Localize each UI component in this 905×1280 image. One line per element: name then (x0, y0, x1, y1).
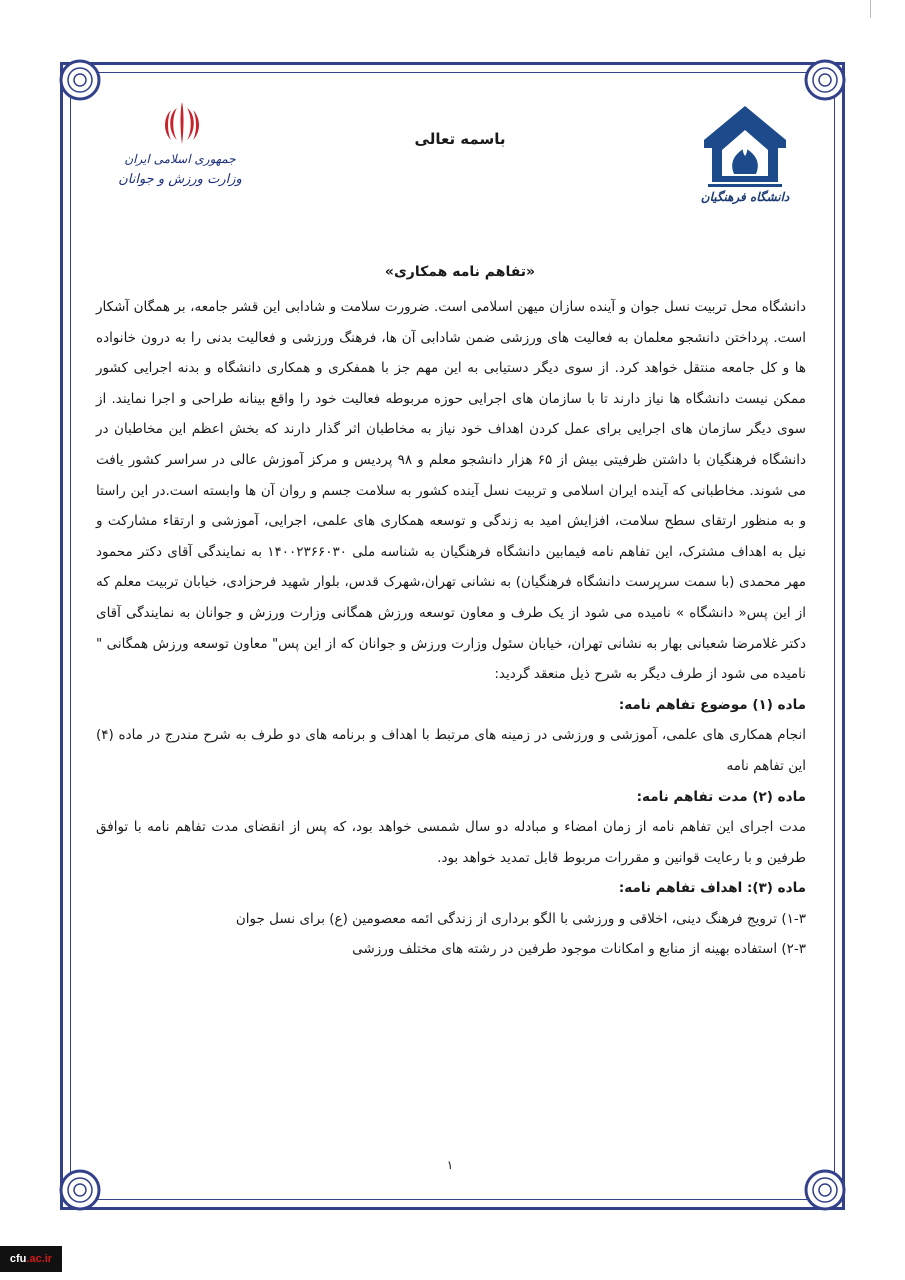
corner-ornament-icon (57, 57, 103, 103)
corner-ornament-icon (57, 1167, 103, 1213)
article-1-heading: ماده (۱) موضوع تفاهم نامه: (618, 696, 806, 713)
article-1-text: انجام همکاری های علمی، آموزشی و ورزشی در زمینه های مرتبط با اهداف و برنامه های دو طرف به شرح مندرج در ماده (۴) این تفاهم نامه (96, 727, 806, 774)
intro-paragraph: دانشگاه محل تربیت نسل جوان و آینده سازان میهن اسلامی است. ضرورت سلامت و شادابی این قشر جامعه، بر همگان آشکار است. پرداختن دانشجو معلمان به فعالیت های ورزشی ضمن شادابی آن ها، فرهنگ ورزشی و فعالیت بدنی را به درون خانواده ها و کل جامعه منتقل خواهد کرد. از سوی دیگر دستیابی به این مهم جز با همفکری و همکاری دانشگاه و بدنه اجرایی کشور ممکن نیست دانشگاه ها نیاز دارند تا با سازمان های اجرایی حوزه مربوطه فعالیت خود را واقع بینانه طراحی و اجرا نمایند. از سوی دیگر سازمان های اجرایی برای عمل کردن اهداف خود نیاز به مخاطبان اثر گذار دارند که بخش اعظم این مخاطبان در دانشگاه فرهنگیان با داشتن ظرفیتی بیش از ۶۵ هزار دانشجو معلم و ۹۸ پردیس و مرکز آموزش عالی در سراسر کشور یافت می شوند. مخاطبانی که آینده ایران اسلامی و تربیت نسل آینده کشور به سلامت جسم و روان آن ها وابسته است.در این راستا و به منظور ارتقای سطح سلامت، افزایش امید به زندگی و توسعه همکاری های علمی، اجرایی، آموزشی و ارتقاء مشارکت و نیل به اهداف مشترک، این تفاهم نامه فیمابین دانشگاه فرهنگیان به شناسه ملی ۱۴۰۰۲۳۶۶۰۳۰ به نمایندگی آقای دکتر محمود مهر محمدی (با سمت سرپرست دانشگاه فرهنگیان) به نشانی تهران،شهرک قدس، بلوار شهید فرحزادی، خیابان تربیت معلم که از این پس« دانشگاه » نامیده می شود از یک طرف و معاون توسعه ورزش همگانی وزارت ورزش و جوانان به نمایندگی آقای دکتر غلامرضا شعبانی بهار به نشانی تهران، خیابان سئول وزارت ورزش و جوانان که از این پس" معاون توسعه ورزش همگانی " نامیده می شود از طرف دیگر به شرح ذیل منعقد گردید: (96, 299, 807, 683)
corner-ornament-icon (802, 1167, 848, 1213)
university-caption: دانشگاه فرهنگیان (700, 190, 790, 204)
iran-emblem-icon (162, 100, 202, 148)
article-3-item: ۲-۳) استفاده بهینه از منابع و امکانات موجود طرفین در رشته های مختلف ورزشی (352, 941, 806, 958)
article-3-item: ۱-۳) ترویج فرهنگ دینی، اخلاقی و ورزشی با الگو برداری از زندگی ائمه معصومین (ع) برای نسل جوان (235, 910, 806, 927)
site-watermark (0, 1246, 62, 1272)
watermark-prefix: cfu (9, 1253, 27, 1265)
document-body (96, 292, 806, 965)
farhangian-university-logo-icon (698, 100, 792, 188)
ministry-logo (110, 100, 260, 205)
document-title: «تفاهم نامه همکاری» (384, 264, 536, 280)
article-2-text: مدت اجرای این تفاهم نامه از زمان امضاء و مبادله دو سال شمسی خواهد بود، که پس از انقضای مدت تفاهم نامه با توافق طرفین و با رعایت قوانین و مقررات مربوط قابل تمدید خواهد بود. (96, 819, 806, 866)
article-2-heading: ماده (۲) مدت تفاهم نامه: (636, 788, 806, 805)
university-logo (690, 100, 800, 215)
scan-edge (870, 0, 871, 18)
invocation: باسمه تعالی (414, 130, 506, 148)
watermark-suffix: .ac.ir (26, 1253, 53, 1265)
ministry-line1: جمهوری اسلامی ایران (124, 152, 236, 166)
corner-ornament-icon (802, 57, 848, 103)
article-3-heading: ماده (۳): اهداف تفاهم نامه: (618, 880, 806, 897)
ministry-line2: وزارت ورزش و جوانان (118, 172, 242, 187)
page-number: ۱ (446, 1158, 454, 1172)
